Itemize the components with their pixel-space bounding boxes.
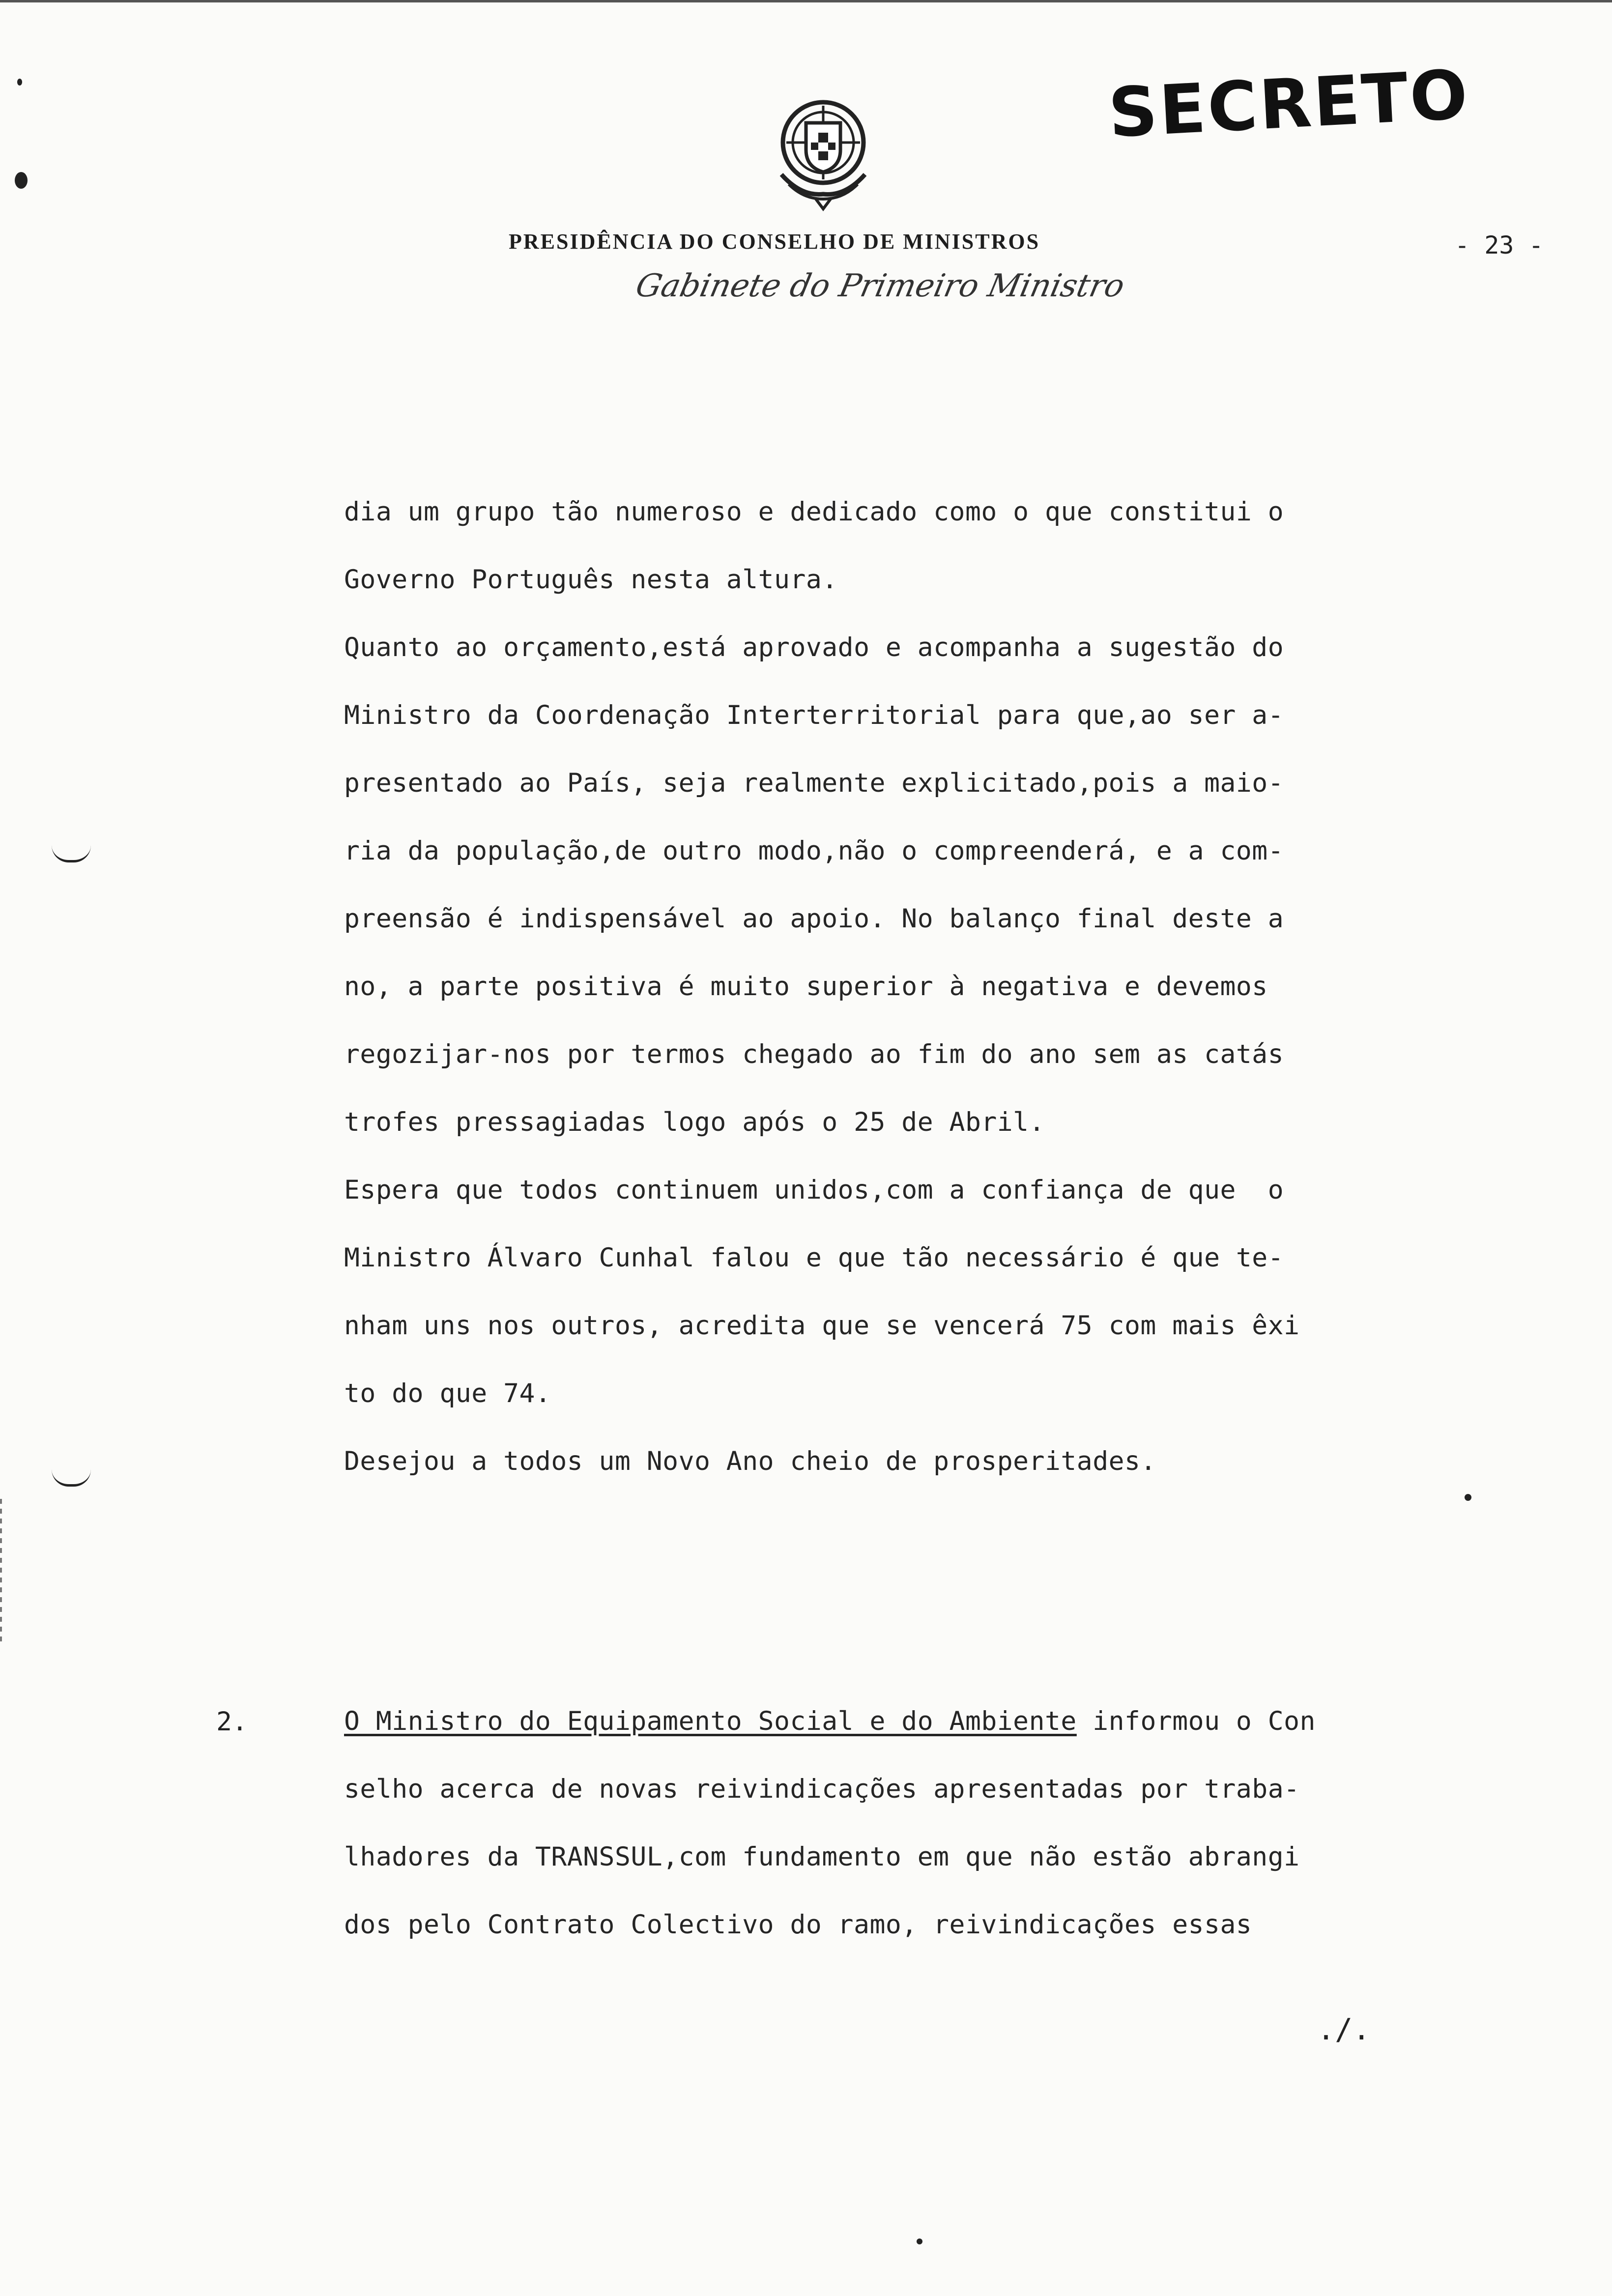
speck-mark xyxy=(917,2239,922,2244)
body-line: to do que 74. xyxy=(344,1378,551,1408)
item-number: 2. xyxy=(216,1707,248,1737)
left-edge-marks xyxy=(0,1499,2,1646)
item-line: selho acerca de novas reivindicações apresentadas por traba- xyxy=(344,1774,1300,1804)
page-number: - 23 - xyxy=(1455,231,1544,259)
body-line: no, a parte positiva é muito superior à negativa e devemos xyxy=(344,972,1268,1002)
body-line: trofes pressagiadas logo após o 25 de Abril. xyxy=(344,1107,1045,1137)
body-line: presentado ao País, seja realmente explicitado,pois a maio- xyxy=(344,768,1284,798)
body-line: nham uns nos outros, acredita que se vencerá 75 com mais êxi xyxy=(344,1311,1300,1341)
item-subject-underlined: O Ministro do Equipamento Social e do Ambiente xyxy=(344,1706,1077,1736)
body-line: preensão é indispensável ao apoio. No balanço final deste a xyxy=(344,904,1284,934)
body-line: Desejou a todos um Novo Ano cheio de prosperitades. xyxy=(344,1446,1156,1476)
item-line-rest: informou o Con xyxy=(1076,1706,1316,1736)
body-line: ria da população,de outro modo,não o compreenderá, e a com- xyxy=(344,836,1284,866)
margin-mark xyxy=(52,1469,91,1487)
item-line: lhadores da TRANSSUL,com fundamento em que não estão abrangi xyxy=(344,1842,1300,1872)
secret-stamp: SECRETO xyxy=(1106,55,1471,153)
margin-mark xyxy=(52,845,91,862)
item-line: dos pelo Contrato Colectivo do ramo, reivindicações essas xyxy=(344,1910,1252,1940)
speck-mark xyxy=(1465,1494,1471,1501)
body-line: Ministro Álvaro Cunhal falou e que tão necessário é que te- xyxy=(344,1243,1284,1273)
header-title: PRESIDÊNCIA DO CONSELHO DE MINISTROS xyxy=(509,230,1040,254)
item-line xyxy=(344,1707,1316,1736)
body-line: Governo Português nesta altura. xyxy=(344,565,838,595)
header-subtitle: Gabinete do Primeiro Ministro xyxy=(633,268,1128,304)
top-border-line xyxy=(0,0,1612,2)
continuation-mark: ./. xyxy=(1317,2012,1371,2047)
punch-mark xyxy=(15,172,28,189)
body-line: dia um grupo tão numeroso e dedicado como o que constitui o xyxy=(344,497,1284,527)
body-line: Ministro da Coordenação Interterritorial para que,ao ser a- xyxy=(344,700,1284,730)
body-line: regozijar-nos por termos chegado ao fim do ano sem as catás xyxy=(344,1039,1284,1069)
speck-mark xyxy=(17,79,22,86)
coat-of-arms-icon xyxy=(767,93,880,211)
body-line: Espera que todos continuem unidos,com a confiança de que o xyxy=(344,1175,1284,1205)
body-line: Quanto ao orçamento,está aprovado e acompanha a sugestão do xyxy=(344,632,1284,662)
